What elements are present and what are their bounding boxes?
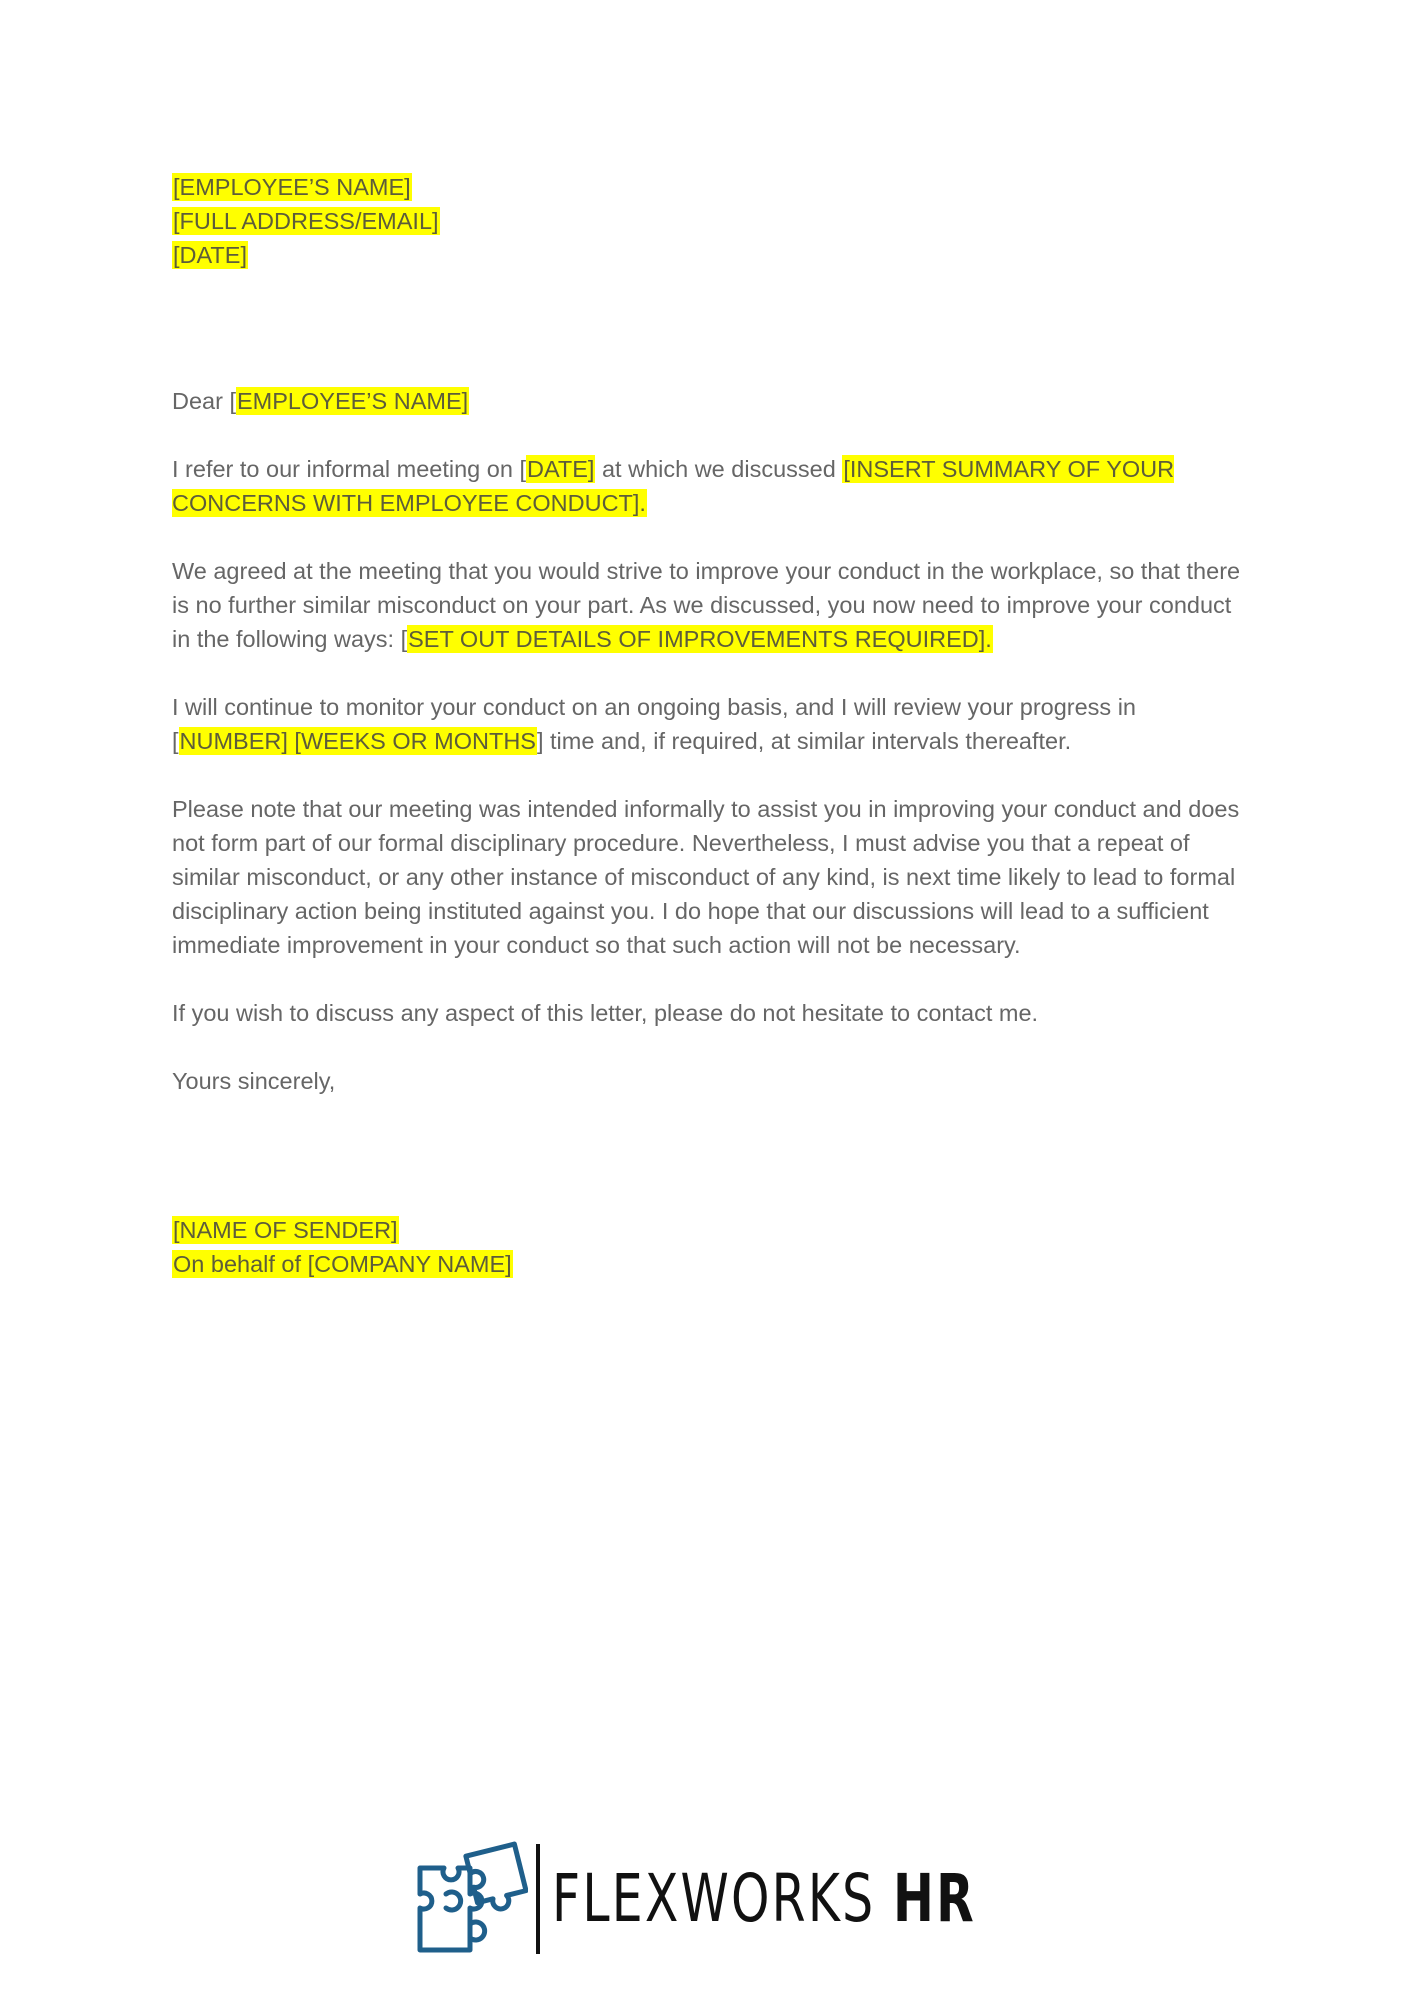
review-period-placeholder: NUMBER] [WEEKS OR MONTHS: [179, 728, 536, 754]
address-placeholder: [FULL ADDRESS/EMAIL]: [173, 208, 439, 234]
signature-block: [172, 1213, 1252, 1281]
paragraph-contact: If you wish to discuss any aspect of this letter, please do not hesitate to contact me.: [172, 1000, 1039, 1026]
puzzle-icon: [416, 1838, 528, 1956]
improvements-placeholder: SET OUT DETAILS OF IMPROVEMENTS REQUIRED].: [408, 626, 992, 652]
concerns-summary-placeholder: [INSERT SUMMARY OF YOUR CONCERNS WITH EMPLOYEE CONDUCT].: [172, 456, 1175, 516]
company-name-placeholder: On behalf of [COMPANY NAME]: [173, 1251, 512, 1277]
employee-name-placeholder: [EMPLOYEE’S NAME]: [173, 174, 411, 200]
sender-name-placeholder: [NAME OF SENDER]: [173, 1217, 398, 1243]
recipient-address-block: [172, 170, 1252, 272]
salutation: Dear [EMPLOYEE’S NAME]: [172, 388, 469, 414]
paragraph-informal-notice: Please note that our meeting was intended informally to assist you in improving your conduct and does not form part of our formal disciplinary procedure. Nevertheless, I must advise you that a repeat of similar misconduct, or any other instance of misconduct of any kind, is next time likely to lead to formal disciplinary action being instituted against you. I do hope that our discussions will lead to a sufficient immediate improvement in your conduct so that such action will not be necessary.: [172, 796, 1240, 958]
letter-body: [172, 170, 1252, 1281]
salutation-name-placeholder: EMPLOYEE’S NAME]: [237, 388, 469, 414]
closing: Yours sincerely,: [172, 1068, 336, 1094]
flexworks-hr-logo: [416, 1838, 1016, 1958]
logo-divider: [536, 1844, 540, 1954]
date-placeholder: [DATE]: [173, 242, 247, 268]
paragraph-monitoring: I will continue to monitor your conduct on an ongoing basis, and I will review your progress in [NUMBER] [WEEKS OR MONTHS] time and, if required, at similar intervals thereafter.: [172, 694, 1137, 754]
paragraph-improvements: We agreed at the meeting that you would strive to improve your conduct in the workplace, so that there is no further similar misconduct on your part. As we discussed, you now need to improve your conduct in the following ways: [SET OUT DETAILS OF IMPROVEMENTS REQUIRED].: [172, 558, 1241, 652]
paragraph-meeting-reference: I refer to our informal meeting on [DATE] at which we discussed [INSERT SUMMARY OF YOUR CONCERNS WITH EMPLOYEE CONDUCT].: [172, 456, 1175, 516]
meeting-date-placeholder: DATE]: [526, 456, 595, 482]
logo-wordmark: FLEXWORKS HR: [552, 1860, 976, 1937]
